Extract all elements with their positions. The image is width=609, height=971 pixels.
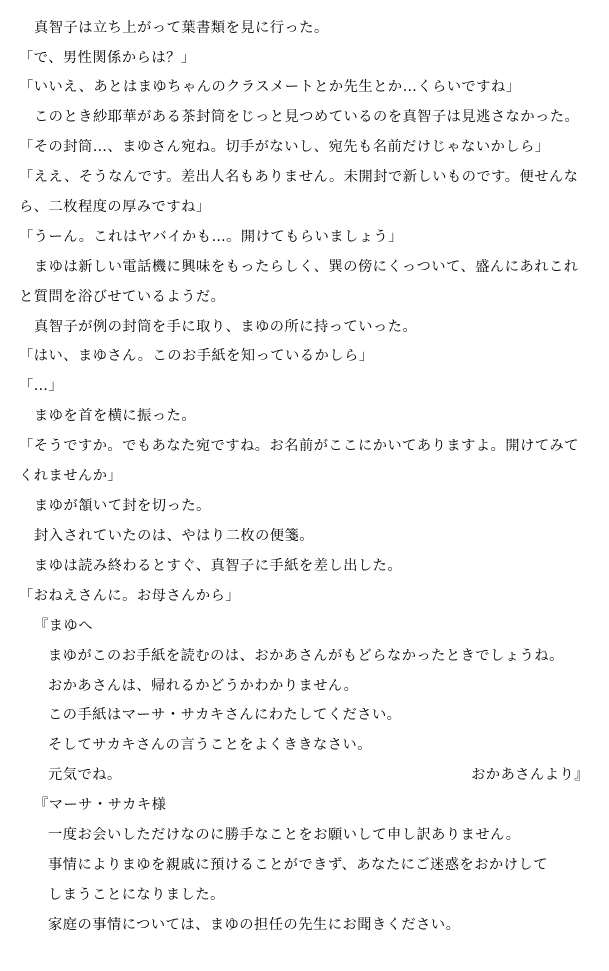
- text-line: 「うーん。これはヤバイかも…。開けてもらいましょう」: [19, 229, 404, 245]
- letter-line: 事情によりまゆを親戚に預けることができず、あなたにご迷惑をおかけして: [48, 857, 548, 873]
- text-line: と質問を浴びせているようだ。: [19, 289, 226, 305]
- text-line: 「で、男性関係からは？」: [19, 50, 196, 66]
- letter-line: 元気でね。: [48, 767, 122, 783]
- letter-line: まゆがこのお手紙を読むのは、おかあさんがもどらなかったときでしょうね。: [48, 648, 564, 664]
- text-line: 「そうですか。でもあなた宛ですね。お名前がここにかいてありますよ。開けてみて: [19, 438, 580, 454]
- letter-heading: 『マーサ・サカキ様: [34, 797, 167, 813]
- text-line: まゆを首を横に振った。: [34, 408, 197, 424]
- text-line: 「いいえ、あとはまゆちゃんのクラスメートとか先生とか…くらいですね」: [19, 79, 521, 95]
- text-line: 「はい、まゆさん。このお手紙を知っているかしら」: [19, 348, 374, 364]
- letter-line: しまうことになりました。: [48, 887, 225, 903]
- text-line: このとき紗耶華がある茶封筒をじっと見つめているのを真智子は見逃さなかった。: [34, 109, 580, 125]
- letter-line: おかあさんは、帰れるかどうかわかりません。: [48, 678, 359, 694]
- text-line: 「…」: [19, 378, 64, 394]
- text-line: 封入されていたのは、やはり二枚の便箋。: [34, 528, 315, 544]
- letter-line: 家庭の事情については、まゆの担任の先生にお聞きください。: [48, 917, 461, 933]
- text-line: まゆは読み終わるとすぐ、真智子に手紙を差し出した。: [34, 558, 403, 574]
- text-line: 真智子は立ち上がって葉書類を見に行った。: [34, 20, 329, 36]
- letter-closing-line: [48, 765, 589, 785]
- text-line: くれませんか」: [19, 468, 123, 484]
- text-line: 「その封筒…、まゆさん宛ね。切手がないし、宛先も名前だけじゃないかしら」: [19, 139, 550, 155]
- letter-heading: 『まゆへ: [34, 618, 93, 634]
- text-line: 「ええ、そうなんです。差出人名もありません。未開封で新しいものです。便せんな: [19, 169, 579, 185]
- letter-line: そしてサカキさんの言うことをよくききなさい。: [48, 737, 372, 753]
- text-line: ら、二枚程度の厚みですね」: [19, 199, 211, 215]
- text-line: まゆが頷いて封を切った。: [34, 498, 211, 514]
- letter-line: 一度お会いしただけなのに勝手なことをお願いして申し訳ありません。: [48, 827, 521, 843]
- text-line: まゆは新しい電話機に興味をもったらしく、巽の傍にくっついて、盛んにあれこれ: [34, 259, 579, 275]
- text-line: 「おねえさんに。お母さんから」: [19, 588, 241, 604]
- text-line: 真智子が例の封筒を手に取り、まゆの所に持っていった。: [34, 319, 418, 335]
- letter-signature: おかあさんより』: [471, 767, 589, 783]
- letter-line: この手紙はマーサ・サカキさんにわたしてください。: [48, 707, 402, 723]
